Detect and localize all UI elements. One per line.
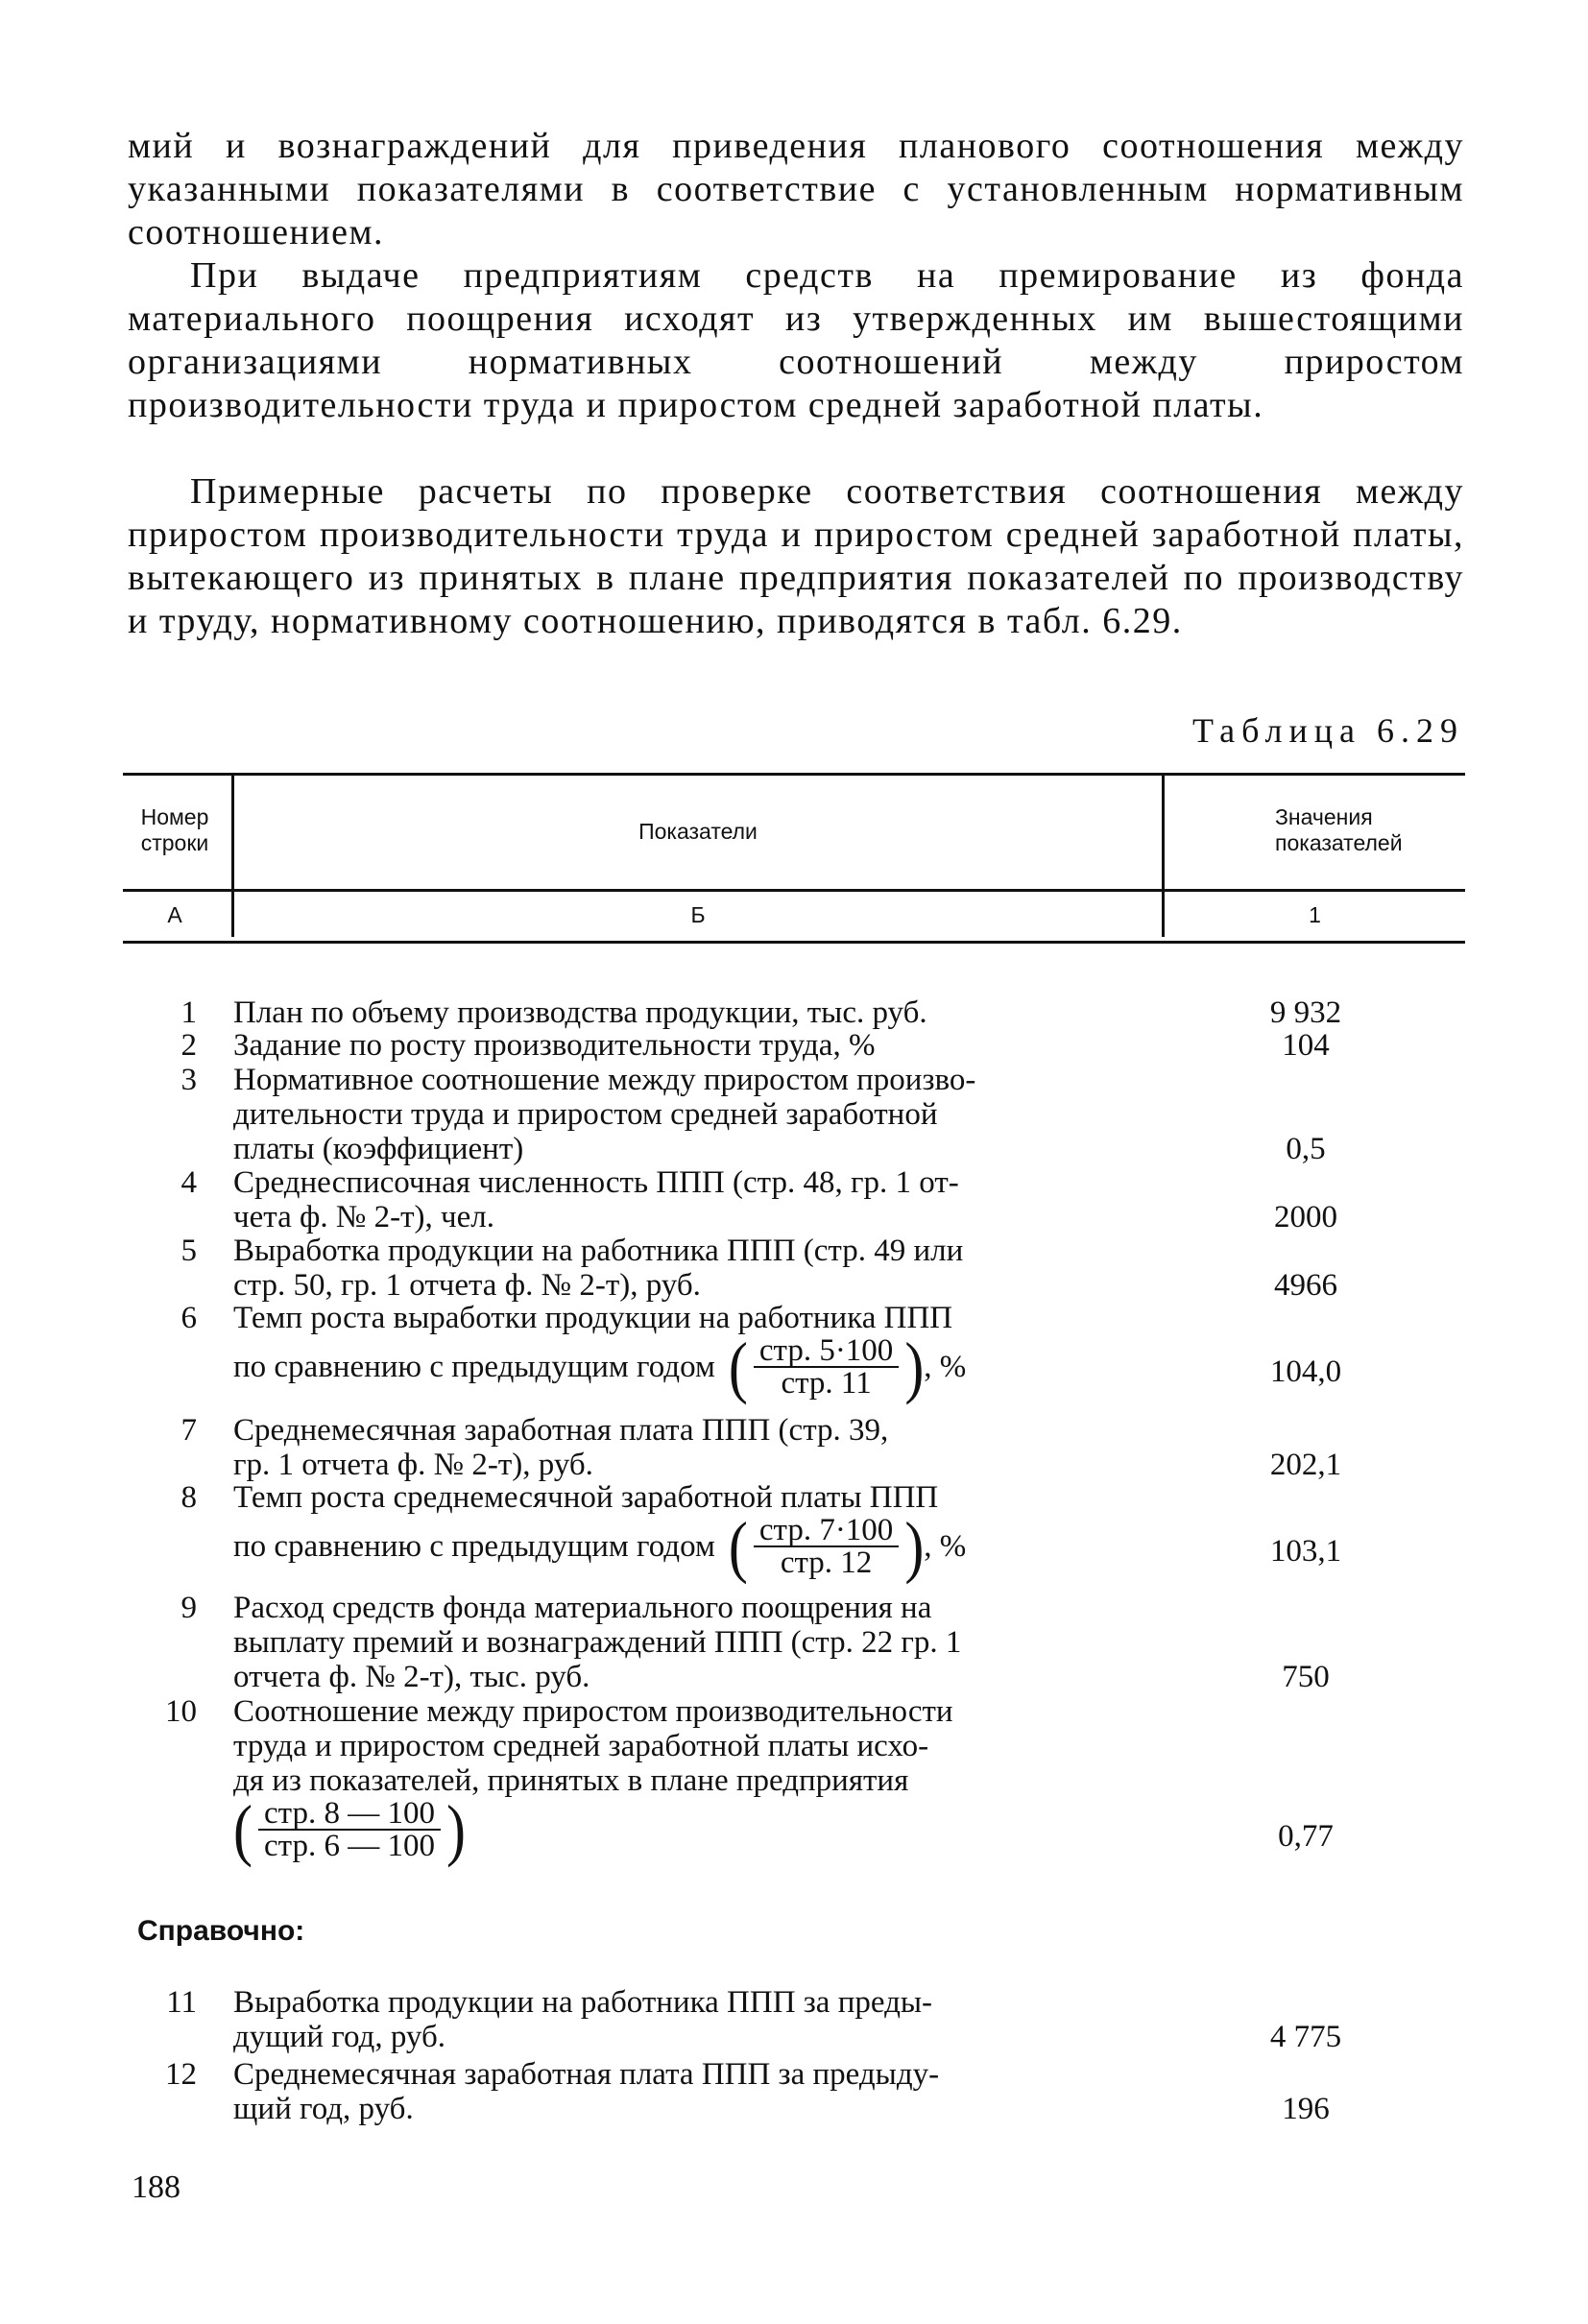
table-caption: Таблица 6.29 [1192,711,1464,750]
subheader-a: А [167,902,182,927]
subheader-1: 1 [1309,902,1321,927]
reference-title: Справочно: [137,1915,305,1947]
header-values: Значения показателей [1275,804,1403,855]
subheader-b: Б [690,902,706,927]
header-indicators: Показатели [638,819,758,844]
table-header [123,773,1465,944]
paragraph-3: Примерные расчеты по проверке соответствия соотношения между приростом производительности труда и приростом средней заработной платы, вытекающего из принятых в плане предприятия показателей по производству и труду, нормативному соотношению, приводятся в табл. 6.29. [128,471,1464,641]
paragraph-2: При выдаче предприятиям средств на премирование из фонда материального поощрения исходят из утвержденных им вышестоящими организациями нормативных соотношений между приростом производительности труда и приростом средней заработной платы. [128,255,1464,425]
paragraph-1: мий и вознаграждений для приведения планового соотношения между указанными показателями в соответствие с установленным нормативным соотношением. [128,126,1464,252]
header-row-number: Номер строки [140,804,209,855]
page-number: 188 [132,2169,180,2205]
